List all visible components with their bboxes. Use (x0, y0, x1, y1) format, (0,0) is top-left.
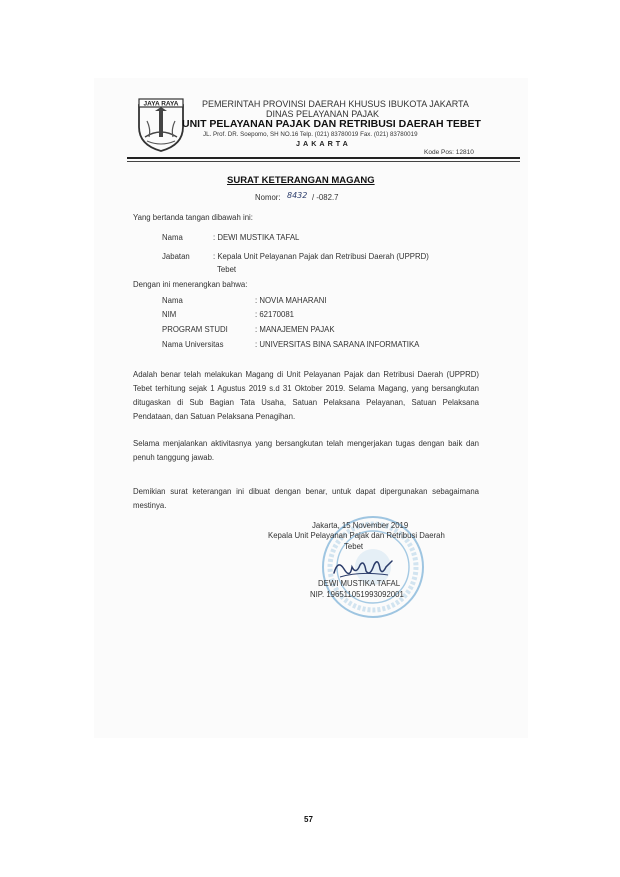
student-university-label: Nama Universitas (162, 340, 224, 349)
paragraph-internship: Adalah benar telah melakukan Magang di Unit Pelayanan Pajak dan Retribusi Daerah (UPPRD) Tebet terhitung sejak 1 Agustus 2019 s.d 31 Oktober 2019. Selama Magang, yang bersangkutan ditugaskan di Sub Bagian Tata Usaha, Satuan Pelaksana Pelayanan, Satuan Pelaksana Pendataan, dan Satuan Pelaksana Penagihan. (133, 370, 479, 421)
header-unit-name: UNIT PELAYANAN PAJAK DAN RETRIBUSI DAERAH TEBET (182, 118, 481, 130)
intro-text: Yang bertanda tangan dibawah ini: (133, 213, 253, 222)
header-divider-thin (127, 161, 520, 162)
paragraph-closing: Demikian surat keterangan ini dibuat dengan benar, untuk dapat dipergunakan sebagaimana mestinya. (133, 487, 479, 510)
signer-position-value-cont: Tebet (217, 265, 237, 274)
student-nim-label: NIM (162, 310, 177, 319)
letter-number-label: Nomor: (255, 193, 281, 202)
page-number: 57 (304, 815, 313, 824)
signer-name-value: : DEWI MUSTIKA TAFAL (213, 233, 300, 242)
header-government: PEMERINTAH PROVINSI DAERAH KHUSUS IBUKOTA JAKARTA (202, 99, 469, 109)
header-department: DINAS PELAYANAN PAJAK (266, 109, 380, 119)
closing-nip: NIP. 196511051993092001 (310, 590, 404, 599)
student-name-label: Nama (162, 296, 183, 305)
closing-position: Kepala Unit Pelayanan Pajak dan Retribusi Daerah (268, 531, 445, 540)
signer-position-label: Jabatan (162, 252, 190, 261)
student-university-value: : UNIVERSITAS BINA SARANA INFORMATIKA (255, 340, 420, 349)
closing-name: DEWI MUSTIKA TAFAL (318, 579, 401, 588)
student-name-value: : NOVIA MAHARANI (255, 296, 327, 305)
student-program-label: PROGRAM STUDI (162, 325, 228, 334)
jakarta-coat-of-arms-logo (135, 97, 187, 153)
header-address: JL. Prof. DR. Soepomo, SH NO.16 Telp. (021) 83780019 Fax. (021) 83780019 (203, 131, 418, 138)
signer-position-value: : Kepala Unit Pelayanan Pajak dan Retribusi Daerah (UPPRD) (213, 252, 429, 261)
paragraph-performance: Selama menjalankan aktivitasnya yang bersangkutan telah mengerjakan tugas dengan baik dan penuh tanggung jawab. (133, 439, 479, 462)
letter-number-suffix: / -082.7 (312, 193, 339, 202)
letter-title: SURAT KETERANGAN MAGANG (227, 175, 375, 186)
closing-place-date: Jakarta, 15 November 2019 (312, 521, 409, 530)
explain-text: Dengan ini menerangkan bahwa: (133, 280, 248, 289)
handwritten-signature (330, 555, 396, 581)
postal-code: Kode Pos: 12810 (424, 149, 474, 156)
closing-position-cont: Tebet (344, 542, 364, 551)
header-city: JAKARTA (296, 139, 351, 148)
header-divider-thick (127, 157, 520, 159)
student-nim-value: : 62170081 (255, 310, 295, 319)
signer-name-label: Nama (162, 233, 183, 242)
svg-text:JAYA RAYA: JAYA RAYA (143, 100, 179, 108)
letter-number-handwritten: 8432 (287, 191, 308, 200)
student-program-value: : MANAJEMEN PAJAK (255, 325, 335, 334)
